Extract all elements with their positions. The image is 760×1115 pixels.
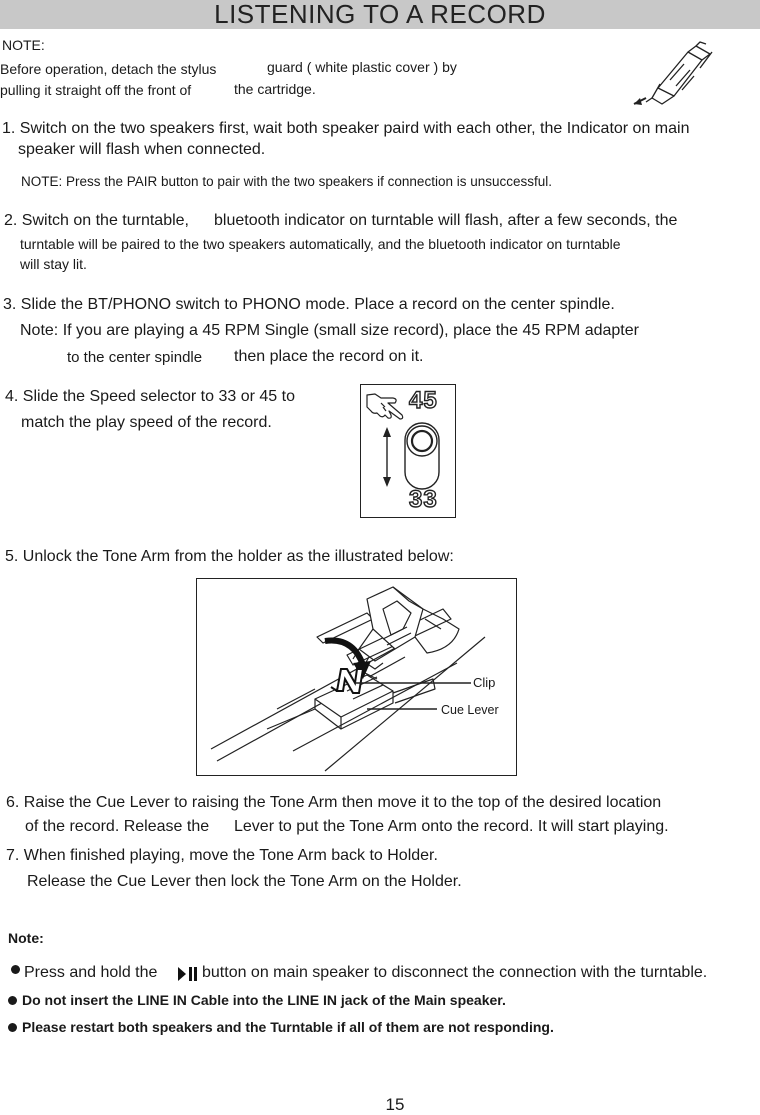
step-6-line-2b: Lever to put the Tone Arm onto the record. It will start playing. <box>234 818 669 835</box>
cue-lever-label: Cue Lever <box>441 703 499 717</box>
step-3-line-3b: then place the record on it. <box>234 348 424 365</box>
page-number: 15 <box>385 1095 405 1114</box>
step-2-line-1a: 2. Switch on the turntable, <box>4 212 189 229</box>
bullet-icon <box>8 996 17 1005</box>
bullet-3-text: Please restart both speakers and the Turntable if all of them are not responding. <box>22 1019 554 1035</box>
step-6-line-1: 6. Raise the Cue Lever to raising the Tone Arm then move it to the top of the desired location <box>6 794 662 811</box>
play-pause-icon <box>177 966 199 982</box>
step-7-line-2: Release the Cue Lever then lock the Tone Arm on the Holder. <box>27 873 462 890</box>
bullet-icon <box>8 1023 17 1032</box>
step-7-line-1: 7. When finished playing, move the Tone Arm back to Holder. <box>6 847 438 864</box>
bullet-1-text-a: Press and hold the <box>24 964 158 981</box>
bottom-note-label: Note: <box>8 930 44 946</box>
step-1-line-1: 1. Switch on the two speakers first, wait both speaker paird with each other, the Indicator on main <box>2 120 690 137</box>
step-4-line-1: 4. Slide the Speed selector to 33 or 45 to <box>5 388 295 405</box>
step-6-line-2a: of the record. Release the <box>25 818 210 835</box>
step-2-line-3: will stay lit. <box>20 256 87 272</box>
note-line-2b: the cartridge. <box>234 81 316 97</box>
speed-selector-illustration <box>360 384 456 518</box>
step-3-line-1: 3. Slide the BT/PHONO switch to PHONO mode. Place a record on the center spindle. <box>3 296 615 313</box>
speed-33-label: 33 <box>409 486 438 513</box>
header-bar <box>0 0 760 29</box>
clip-label: Clip <box>473 675 496 690</box>
note-line-1b: guard ( white plastic cover ) by <box>267 59 457 75</box>
step-2-line-2: turntable will be paired to the two speakers automatically, and the bluetooth indicator on turntable <box>20 236 621 252</box>
bullet-icon <box>11 965 20 974</box>
page-title: LISTENING TO A RECORD <box>214 0 546 29</box>
step-5-line-1: 5. Unlock the Tone Arm from the holder as the illustrated below: <box>5 548 454 565</box>
cartridge-illustration <box>630 38 720 110</box>
speed-selector-drawing <box>361 385 454 516</box>
step-3-line-2: Note: If you are playing a 45 RPM Single (small size record), place the 45 RPM adapter <box>20 322 639 339</box>
note-line-1a: Before operation, detach the stylus <box>0 61 217 77</box>
speed-45-label: 45 <box>409 387 438 414</box>
step-1-note: NOTE: Press the PAIR button to pair with the two speakers if connection is unsuccessful. <box>21 174 552 189</box>
step-1-line-2: speaker will flash when connected. <box>18 141 266 158</box>
bullet-2-text: Do not insert the LINE IN Cable into the LINE IN jack of the Main speaker. <box>22 992 506 1008</box>
step-4-line-2: match the play speed of the record. <box>21 414 272 431</box>
bullet-1-text-b: button on main speaker to disconnect the connection with the turntable. <box>202 964 708 981</box>
step-3-line-3a: to the center spindle <box>67 349 203 366</box>
tone-arm-drawing <box>197 579 515 774</box>
tone-arm-illustration <box>196 578 517 776</box>
note-line-2a: pulling it straight off the front of <box>0 82 192 98</box>
note-label: NOTE: <box>2 37 45 53</box>
step-2-line-1b: bluetooth indicator on turntable will flash, after a few seconds, the <box>214 212 678 229</box>
